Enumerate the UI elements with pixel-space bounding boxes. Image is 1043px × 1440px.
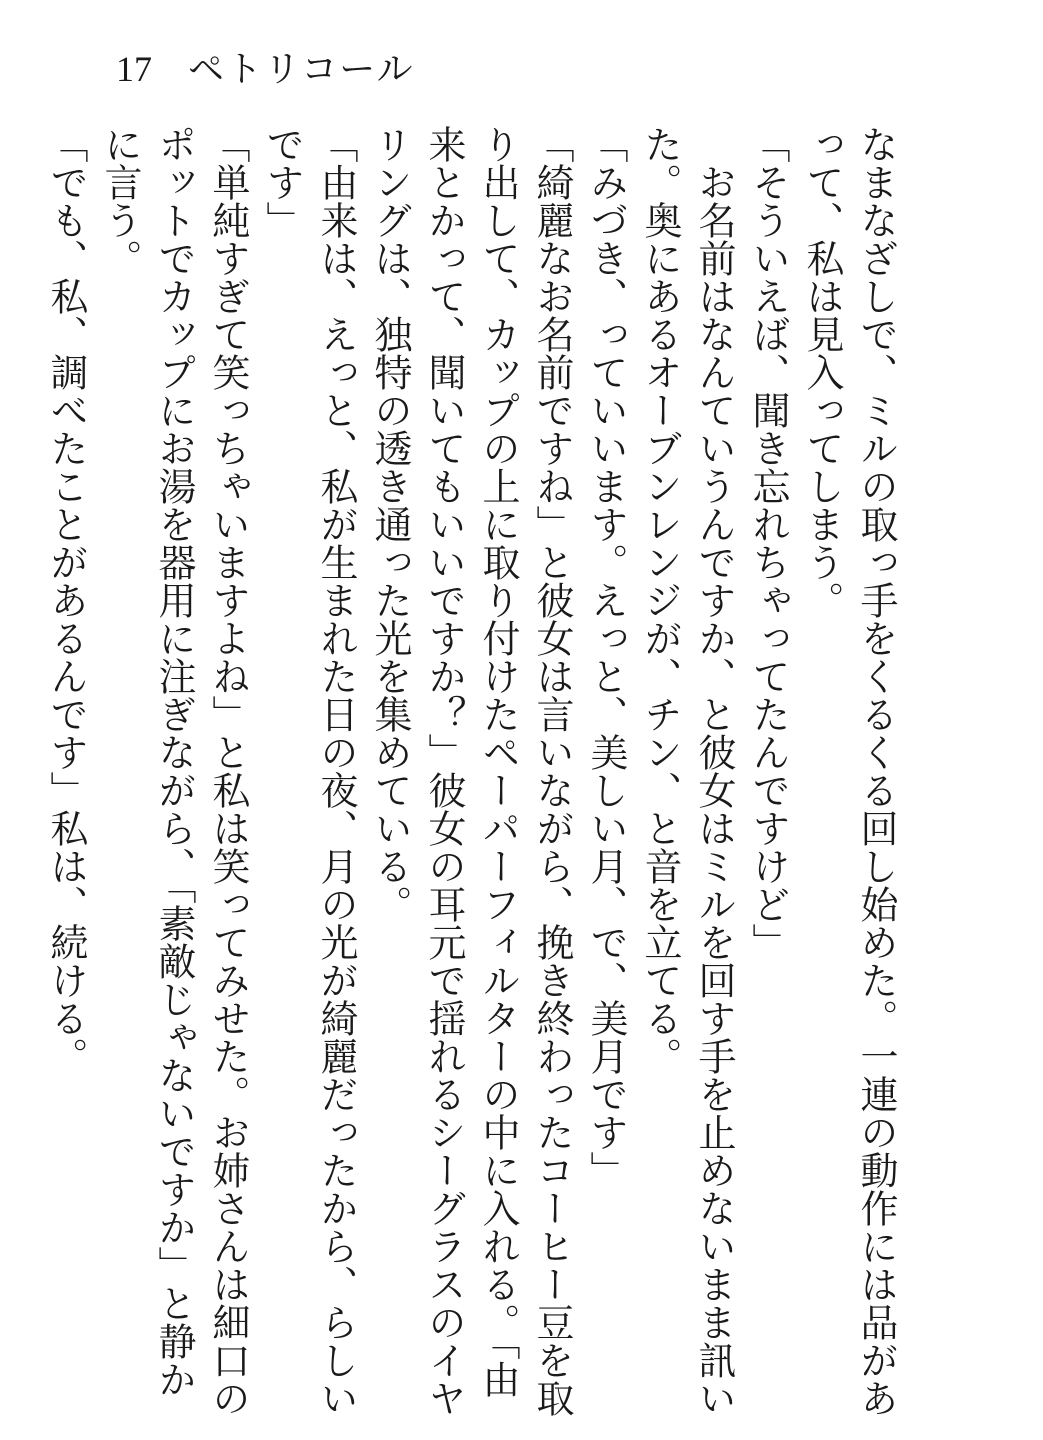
text-line: に言う。 — [98, 125, 142, 277]
chapter-title: ペトリコール — [188, 49, 415, 89]
vertical-body-text — [44, 125, 903, 1425]
text-line: 「由来は、えっと、私が生まれた日の夜、月の光が綺麗だったから、らしい — [314, 125, 358, 1417]
text-line: お名前はなんていうんですか、と彼女はミルを回す手を止めないまま訊い — [692, 125, 736, 1417]
text-line: って、私は見入ってしまう。 — [800, 125, 844, 619]
text-line: 「綺麗なお名前ですね」と彼女は言いながら、挽き終わったコーヒー豆を取 — [530, 125, 574, 1417]
chapter-header — [116, 44, 415, 94]
text-line: 「単純すぎて笑っちゃいますよね」と私は笑ってみせた。お姉さんは細口の — [206, 125, 250, 1417]
text-line: 来とかって、聞いてもいいですか？」彼女の耳元で揺れるシーグラスのイヤ — [422, 125, 466, 1417]
chapter-number: 17 — [116, 49, 152, 89]
text-line: ポットでカップにお湯を器用に注ぎながら、「素敵じゃないですか」と静か — [152, 125, 196, 1398]
text-line: 「そういえば、聞き忘れちゃってたんですけど」 — [746, 125, 790, 961]
text-line: です」 — [260, 125, 304, 239]
text-line: リングは、独特の透き通った光を集めている。 — [368, 125, 412, 923]
text-line: 「でも、私、調べたことがあるんです」私は、続ける。 — [44, 125, 88, 1075]
text-line: 「みづき、っていいます。えっと、美しい月、で、美月です」 — [584, 125, 628, 1189]
text-line: た。奥にあるオーブンレンジが、チン、と音を立てる。 — [638, 125, 682, 1075]
text-line: り出して、カップの上に取り付けたペーパーフィルターの中に入れる。「由 — [476, 125, 520, 1398]
text-line: なまなざしで、ミルの取っ手をくるくる回し始めた。一連の動作には品があ — [854, 125, 898, 1417]
